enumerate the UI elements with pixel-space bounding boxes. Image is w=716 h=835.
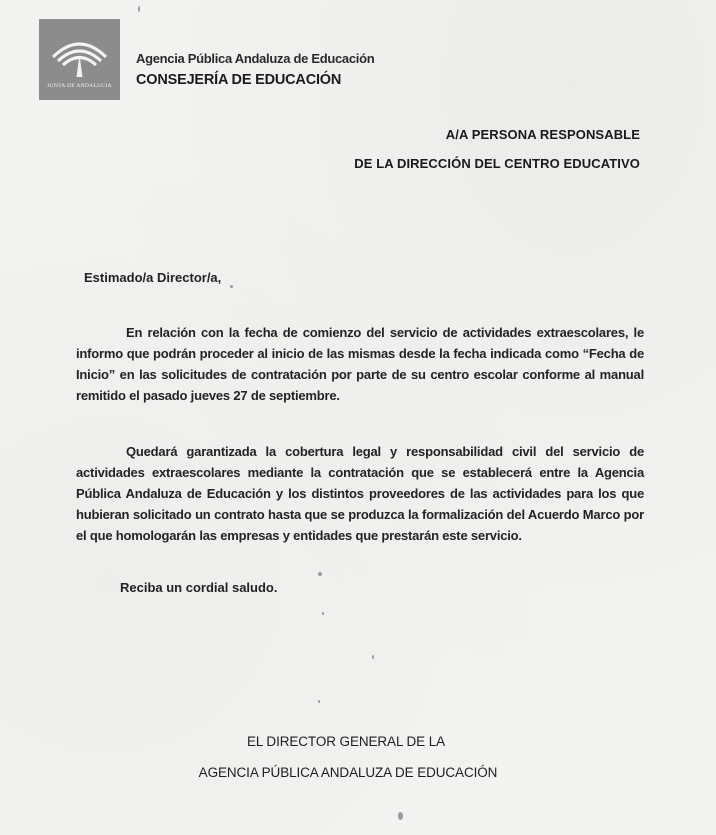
greeting: Estimado/a Director/a, bbox=[84, 270, 222, 285]
signature-line-2: AGENCIA PÚBLICA ANDALUZA DE EDUCACIÓN bbox=[198, 765, 498, 780]
paragraph-1 bbox=[76, 322, 644, 406]
junta-de-andalucia-logo bbox=[39, 19, 120, 100]
scan-speck bbox=[398, 812, 403, 820]
scan-speck bbox=[322, 612, 324, 615]
logo-label: JUNTA DE ANDALUCIA bbox=[47, 83, 112, 89]
addressee-line-2: DE LA DIRECCIÓN DEL CENTRO EDUCATIVO bbox=[354, 156, 640, 171]
signature-line-1: EL DIRECTOR GENERAL DE LA bbox=[246, 734, 446, 749]
scan-speck bbox=[318, 700, 320, 703]
scan-speck bbox=[318, 572, 322, 576]
paragraph-2 bbox=[76, 441, 644, 546]
scan-speck bbox=[230, 285, 233, 288]
scan-speck bbox=[372, 655, 374, 659]
closing: Reciba un cordial saludo. bbox=[120, 580, 278, 595]
scan-speck bbox=[138, 6, 140, 12]
paragraph-2-text: Quedará garantizada la cobertura legal y responsabilidad civil del servicio de actividades extraescolares mediante la contratación que se establecerá entre la Agencia Pública Andaluza de Educación y los distintos proveedores de las actividades para los que hubieran solicitado un contrato hasta que se produzca la formalización del Acuerdo Marco por el que homologarán las empresas y entidades que prestarán este servicio. bbox=[76, 444, 644, 543]
agency-name: Agencia Pública Andaluza de Educación bbox=[136, 51, 375, 66]
paragraph-1-text: En relación con la fecha de comienzo del servicio de actividades extraescolares, le informo que podrán proceder al inicio de las mismas desde la fecha indicada como “Fecha de Inicio” en las solicitudes de contratación por parte de su centro escolar conforme al manual remitido el pasado jueves 27 de septiembre. bbox=[76, 325, 644, 403]
addressee-line-1: A/A PERSONA RESPONSABLE bbox=[445, 127, 640, 142]
ministry-name: CONSEJERÍA DE EDUCACIÓN bbox=[136, 72, 342, 88]
